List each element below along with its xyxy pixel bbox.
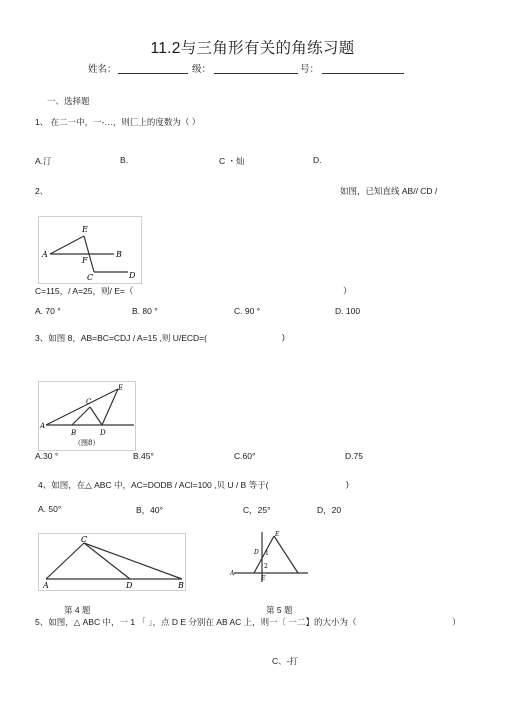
q5-stem: 5、如图，△ ABC 中，一 1 「 」，点 D E 分别在 AB AC 上，则一〔 一二】的大小为（	[35, 617, 357, 627]
q3-option-a[interactable]: A.30 °	[35, 451, 59, 461]
q2-intro: 如图，已知直线 AB// CD /	[340, 186, 438, 196]
q4-figure-svg	[38, 533, 186, 591]
q2-figure	[38, 216, 142, 284]
q3-paren-close: )	[282, 332, 285, 342]
q3-label-c: C	[86, 398, 92, 406]
q2-option-c[interactable]: C. 90 °	[234, 306, 261, 316]
q1-option-a[interactable]: A.汀	[35, 156, 52, 166]
q4-paren-close: )	[346, 479, 349, 489]
q5-caption: 第 5 题	[266, 605, 293, 615]
number-blank[interactable]	[322, 61, 404, 79]
q1-stem: 1、 在二一中，一-…，则匚上的度数为（ ）	[35, 117, 201, 127]
q4-label-a: A	[43, 581, 49, 590]
q2-label-e: E	[82, 225, 88, 234]
q5-angle-2: 2	[264, 563, 268, 570]
q4-label-b: B	[178, 581, 184, 590]
q3-label-a: A	[40, 422, 46, 430]
number-label: 号：	[300, 64, 320, 75]
q4-option-a[interactable]: A. 50°	[38, 504, 62, 514]
page-title: 11.2与三角形有关的角练习题	[150, 40, 355, 57]
q3-figure-caption: （图8）	[74, 439, 100, 447]
q5-label-e-top: E	[275, 531, 280, 538]
q1-option-d[interactable]: D.	[313, 155, 322, 165]
q5-paren-close: ）	[452, 617, 461, 627]
section-heading: 一、选择题	[47, 96, 90, 106]
q3-option-b[interactable]: B.45°	[133, 451, 154, 461]
q3-stem: 3、如图 8，AB=BC=CDJ / A=15 ,则 U/ECD=(	[35, 333, 207, 343]
name-label: 姓名：	[88, 64, 117, 75]
q3-figure	[38, 381, 136, 451]
q4-caption: 第 4 题	[64, 605, 91, 615]
q4-option-b[interactable]: B，40°	[136, 505, 164, 515]
q4-label-d: D	[126, 581, 133, 590]
q5-option-c[interactable]: C、-打	[272, 656, 298, 666]
q2-option-d[interactable]: D. 100	[335, 306, 361, 316]
q4-figure	[38, 533, 186, 591]
q3-figure-svg	[38, 381, 136, 451]
q2-label-f: F	[82, 256, 88, 265]
q2-label-a: A	[42, 250, 48, 259]
q5-figure-svg	[228, 530, 310, 584]
q4-label-c: C	[81, 535, 88, 544]
q2-label-d: D	[129, 271, 136, 280]
q2-number: 2、	[35, 186, 49, 196]
q2-label-c: C	[87, 273, 94, 282]
q2-cont: C=115，/ A=25，则/ E=（	[35, 286, 134, 296]
q5-figure	[228, 530, 310, 584]
class-blank[interactable]	[214, 61, 298, 79]
q4-option-c[interactable]: C，25°	[243, 505, 271, 515]
class-label: 级：	[192, 64, 212, 75]
q3-label-d: D	[100, 429, 106, 437]
q2-figure-svg	[38, 216, 142, 284]
q3-option-d[interactable]: D.75	[345, 451, 363, 461]
q3-label-b: B	[71, 429, 77, 437]
q4-stem: 4、如图，在△ ABC 中，AC=DODB / ACl=100 ,贝 U / B 等于(	[38, 480, 269, 490]
q3-label-e: E	[118, 384, 124, 392]
q2-option-b[interactable]: B. 80 °	[132, 306, 158, 316]
q5-label-d: D	[254, 549, 259, 556]
q4-option-d[interactable]: D，20	[317, 505, 342, 515]
q1-option-b[interactable]: B.	[120, 155, 129, 165]
q2-option-a[interactable]: A. 70 °	[35, 306, 61, 316]
q2-paren-close: ）	[343, 286, 352, 296]
q5-label-e-bottom: E	[261, 575, 266, 582]
q2-label-b: B	[116, 250, 122, 259]
q5-angle-1: 1	[265, 550, 269, 557]
q3-option-c[interactable]: C.60°	[234, 451, 256, 461]
q5-label-a: A	[230, 570, 235, 577]
name-blank[interactable]	[118, 61, 188, 79]
q1-option-c[interactable]: C ・灿	[219, 156, 245, 166]
